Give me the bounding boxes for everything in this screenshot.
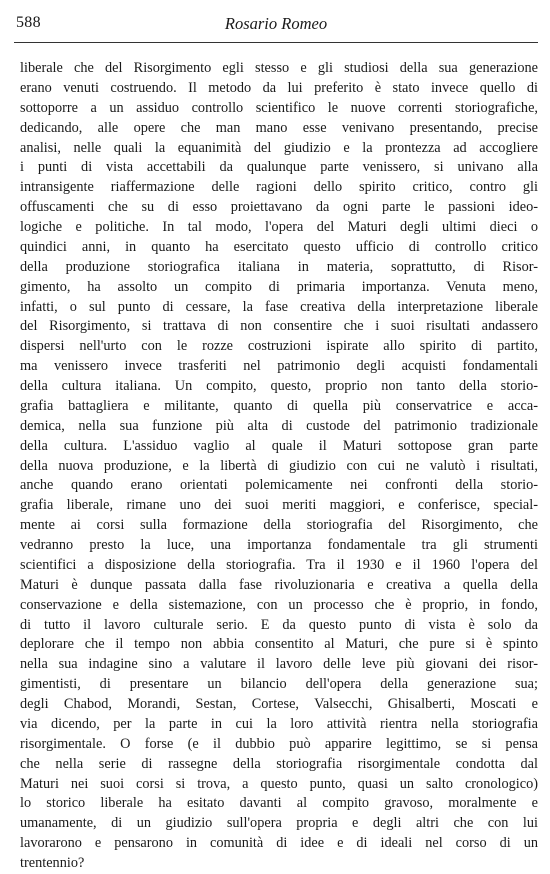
text-line: liberale che del Risorgimento egli stesso e gli studiosi della sua generazione — [20, 60, 538, 76]
text-line: nella sua indagine sino a valutare il lavoro delle leve più giovani dei risor- — [20, 656, 538, 673]
text-line: che nella serie di rassegne della storiografia risorgimentale condotta dal — [20, 755, 538, 772]
text-line: sottoporre a un assiduo controllo scientifico le nuove correnti storiografiche, — [20, 99, 538, 116]
text-line: del Risorgimento, si trattava di non consentire che i suoi risultati andassero — [20, 318, 538, 335]
text-line: gimentisti, di presentare un bilancio dell'opera della generazione sua; — [20, 676, 538, 693]
text-line: della nuova produzione, e la libertà di giudizio con cui ne valutò i risultati, — [20, 457, 538, 474]
text-line: dedicando, alle opere che man mano esse venivano presentando, precise — [20, 119, 538, 136]
text-line: gimento, ha assolto un compito di primaria importanza. Venuta meno, — [20, 278, 538, 295]
text-line: infatti, o sul punto di cessare, la fase creativa della interpretazione liberale — [20, 298, 538, 315]
text-line: i punti di vista accettabili da qualunque parte venissero, si univano alla — [20, 159, 538, 176]
page-number: 588 — [16, 14, 41, 31]
text-line: offuscamenti che su di esso proiettavano da ogni parte le passioni ideo- — [20, 199, 538, 216]
text-line: deplorare che il tempo non abbia consentito al Maturi, che pure si è spinto — [20, 636, 538, 653]
text-line: ma venissero invece trasferiti nel patrimonio degli acquisti fondamentali — [20, 358, 538, 375]
text-line: della cultura italiana. Un compito, questo, proprio non tanto della storio- — [20, 378, 538, 394]
text-line: mente ai corsi sulla formazione della storiografia del Risorgimento, che — [20, 517, 538, 534]
text-line: della cultura. L'assiduo vaglio al quale il Maturi sottopose gran parte — [20, 437, 538, 454]
text-line: grafia liberale, rimane uno dei suoi meriti maggiori, e conferisce, special- — [20, 497, 538, 514]
text-line: analisi, nelle quali la equanimità del giudizio e la prontezza ad accogliere — [20, 139, 538, 156]
text-line: trentennio? — [20, 855, 85, 871]
text-line: umanamente, di un giudizio sull'opera propria e degli altri che con lui — [20, 815, 538, 832]
text-line: Maturi è dunque passata dalla fase rivoluzionaria e creativa a quella della — [20, 576, 538, 593]
text-line: Maturi nei suoi corsi si trova, a questo punto, quasi un salto cronologico) — [20, 775, 538, 792]
text-line: grafia battagliera e militante, quanto di quella più conservatrice e acca- — [20, 397, 538, 414]
text-line: demica, nella sua funzione più alta di custode del patrimonio tradizionale — [20, 417, 538, 434]
running-head: Rosario Romeo — [224, 14, 328, 33]
text-line: via dicendo, per la parte in cui la loro attività rientra nella storiografia — [20, 715, 538, 732]
text-line: risorgimentale. O forse (e il dubbio può apparire legittimo, se si pensa — [20, 735, 538, 752]
page-header — [14, 14, 538, 38]
text-line: scientifici a disposizione della storiografia. Tra il 1930 e il 1960 l'opera del — [20, 556, 538, 573]
text-line: conservazione e della sistemazione, con un processo che è proprio, in fondo, — [20, 596, 538, 613]
text-line: lo storico liberale ha esitato davanti al compito gravoso, moralmente e — [20, 795, 538, 812]
header-rule — [14, 42, 538, 43]
text-line: degli Chabod, Morandi, Sestan, Cortese, Valsecchi, Ghisalberti, Moscati e — [20, 696, 538, 712]
text-line: erano venuti costruendo. Il metodo da lui preferito è stato invece quello di — [20, 79, 538, 96]
text-line: anche quando erano orientati polemicamente nei confronti della storio- — [20, 477, 538, 494]
text-line: di tutto il lavoro culturale serio. E da questo punto di vista è solo da — [20, 616, 538, 633]
text-line: dispersi nell'urto con le rozze costruzioni ispirate allo spirito di partito, — [20, 338, 538, 355]
body-text — [20, 59, 538, 874]
text-line: lavorarono e pensarono in comunità di idee e di ideali nel corso di un — [20, 835, 538, 852]
text-line: vedranno presto la luce, una importanza fondamentale tra gli strumenti — [20, 537, 538, 553]
text-line: quindici anni, in quanto ha esercitato questo ufficio di controllo critico — [20, 238, 538, 255]
text-line: logiche e politiche. In tal modo, l'opera del Maturi degli ultimi dieci o — [20, 219, 538, 235]
text-line: intransigente riaffermazione delle ragioni dello spirito critico, contro gli — [20, 179, 538, 196]
text-line: della produzione storiografica italiana in materia, soprattutto, di Risor- — [20, 258, 538, 275]
